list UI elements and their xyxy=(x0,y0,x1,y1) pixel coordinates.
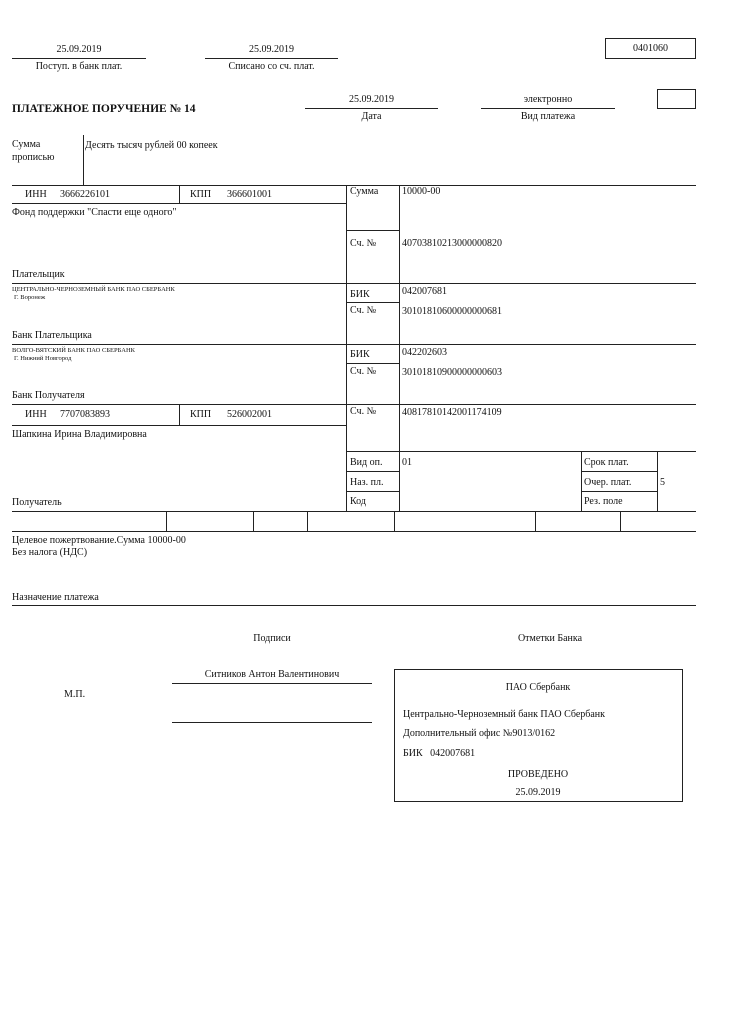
divider xyxy=(12,404,696,405)
divider xyxy=(12,58,146,59)
payer-account: 40703810213000000820 xyxy=(402,238,502,249)
grid-line xyxy=(179,404,180,425)
grid-line xyxy=(166,511,167,531)
amount-label: Сумма xyxy=(350,186,379,197)
divider xyxy=(12,511,696,512)
purpose-line-1: Целевое пожертвование.Сумма 10000-00 xyxy=(12,535,186,546)
priority-label: Очер. плат. xyxy=(584,477,632,488)
divider xyxy=(205,58,338,59)
payee-bik-label: БИК xyxy=(350,349,370,360)
form-code: 0401060 xyxy=(633,43,668,54)
payee-kpp: 526002001 xyxy=(227,409,272,420)
divider xyxy=(346,302,400,303)
received-label: Поступ. в банк плат. xyxy=(35,61,123,72)
divider xyxy=(581,471,657,472)
grid-line xyxy=(581,451,582,511)
priority: 5 xyxy=(660,477,665,488)
payer-bank-account: 30101810600000000681 xyxy=(402,306,502,317)
divider xyxy=(12,605,696,606)
payee-bank-account-label: Сч. № xyxy=(350,366,377,377)
payer-bik-label: БИК xyxy=(350,289,370,300)
grid-line xyxy=(253,511,254,531)
payer-bik: 042007681 xyxy=(402,286,447,297)
payee-bank-account: 30101810900000000603 xyxy=(402,367,502,378)
payer-account-label: Сч. № xyxy=(350,238,377,249)
received-date: 25.09.2019 xyxy=(56,44,102,55)
purpose-label: Назначение платежа xyxy=(12,592,99,603)
stamp-label: М.П. xyxy=(64,689,86,700)
grid-line xyxy=(657,451,658,511)
divider xyxy=(346,451,696,452)
signature-line xyxy=(172,683,372,684)
payee-account: 40817810142001174109 xyxy=(402,407,502,418)
divider xyxy=(305,108,438,109)
payer-name: Фонд поддержки "Спасти еще одного" xyxy=(12,207,177,218)
order-date: 25.09.2019 xyxy=(349,94,394,105)
payment-type-label: Вид платежа xyxy=(520,111,576,122)
payee-bik: 042202603 xyxy=(402,347,447,358)
stamp-status: ПРОВЕДЕНО xyxy=(507,769,569,780)
divider xyxy=(346,230,400,231)
stamp-office: Дополнительный офис №9013/0162 xyxy=(403,728,556,739)
payee-kpp-label: КПП xyxy=(190,409,212,420)
debited-label: Списано со сч. плат. xyxy=(228,61,315,72)
term-label: Срок плат. xyxy=(584,457,629,468)
bank-stamp xyxy=(394,669,683,802)
divider xyxy=(481,108,615,109)
divider xyxy=(346,491,400,492)
purpose-line-2: Без налога (НДС) xyxy=(12,547,88,558)
grid-line xyxy=(535,511,536,531)
amount-value: 10000-00 xyxy=(402,186,441,197)
payer-label: Плательщик xyxy=(12,269,65,280)
divider xyxy=(12,425,346,426)
signer-name: Ситников Антон Валентинович xyxy=(204,669,340,680)
stamp-bank: ПАО Сбербанк xyxy=(505,682,571,693)
payee-account-label: Сч. № xyxy=(350,406,377,417)
op-type-label: Вид оп. xyxy=(350,457,383,468)
divider xyxy=(12,531,696,532)
debited-date: 25.09.2019 xyxy=(249,44,294,55)
form-code-box xyxy=(605,38,696,59)
payer-bank-account-label: Сч. № xyxy=(350,305,377,316)
amount-words-label: Сумма xyxy=(12,139,41,150)
payment-type-code-box xyxy=(657,89,696,109)
payer-inn: 3666226101 xyxy=(60,189,110,200)
payee-inn: 7707083893 xyxy=(60,409,110,420)
payer-kpp-label: КПП xyxy=(190,189,212,200)
order-date-label: Дата xyxy=(361,111,382,122)
payer-bank-name: ЦЕНТРАЛЬНО-ЧЕРНОЗЕМНЫЙ БАНК ПАО СБЕРБАНК xyxy=(12,286,175,293)
code-label: Код xyxy=(350,496,366,507)
grid-line xyxy=(179,185,180,203)
payer-bank-label: Банк Плательщика xyxy=(12,330,92,341)
grid-line xyxy=(620,511,621,531)
stamp-bik: БИК 042007681 xyxy=(403,748,476,759)
payer-inn-label: ИНН xyxy=(25,189,47,200)
payment-type: электронно xyxy=(523,94,573,105)
grid-line xyxy=(399,185,400,511)
payer-bank-city: Г. Воронеж xyxy=(14,294,46,301)
stamp-date: 25.09.2019 xyxy=(515,787,561,798)
signatures-title: Подписи xyxy=(253,633,291,644)
payee-bank-name: ВОЛГО-ВЯТСКИЙ БАНК ПАО СБЕРБАНК xyxy=(12,347,135,354)
payee-bank-label: Банк Получателя xyxy=(12,390,85,401)
divider xyxy=(346,471,400,472)
bank-marks-title: Отметки Банка xyxy=(517,633,583,644)
payee-label: Получатель xyxy=(12,497,62,508)
signature-line xyxy=(172,722,372,723)
purpose-code-label: Наз. пл. xyxy=(350,477,384,488)
op-type: 01 xyxy=(402,457,412,468)
payer-kpp: 366601001 xyxy=(227,189,272,200)
divider xyxy=(83,135,84,185)
stamp-branch: Центрально-Черноземный банк ПАО Сбербанк xyxy=(403,709,606,720)
reserve-label: Рез. поле xyxy=(584,496,623,507)
grid-line xyxy=(394,511,395,531)
divider xyxy=(12,283,400,284)
page-title: ПЛАТЕЖНОЕ ПОРУЧЕНИЕ № 14 xyxy=(12,103,196,115)
divider xyxy=(581,491,657,492)
divider xyxy=(346,283,696,284)
payee-bank-city: Г. Нижний Новгород xyxy=(14,355,72,362)
grid-line xyxy=(346,185,347,511)
amount-words-value: Десять тысяч рублей 00 копеек xyxy=(85,140,218,151)
grid-line xyxy=(307,511,308,531)
divider xyxy=(12,344,696,345)
payee-name: Шапкина Ирина Владимировна xyxy=(12,429,147,440)
divider xyxy=(12,203,346,204)
divider xyxy=(346,363,400,364)
amount-words-label-2: прописью xyxy=(12,152,55,163)
payee-inn-label: ИНН xyxy=(25,409,47,420)
